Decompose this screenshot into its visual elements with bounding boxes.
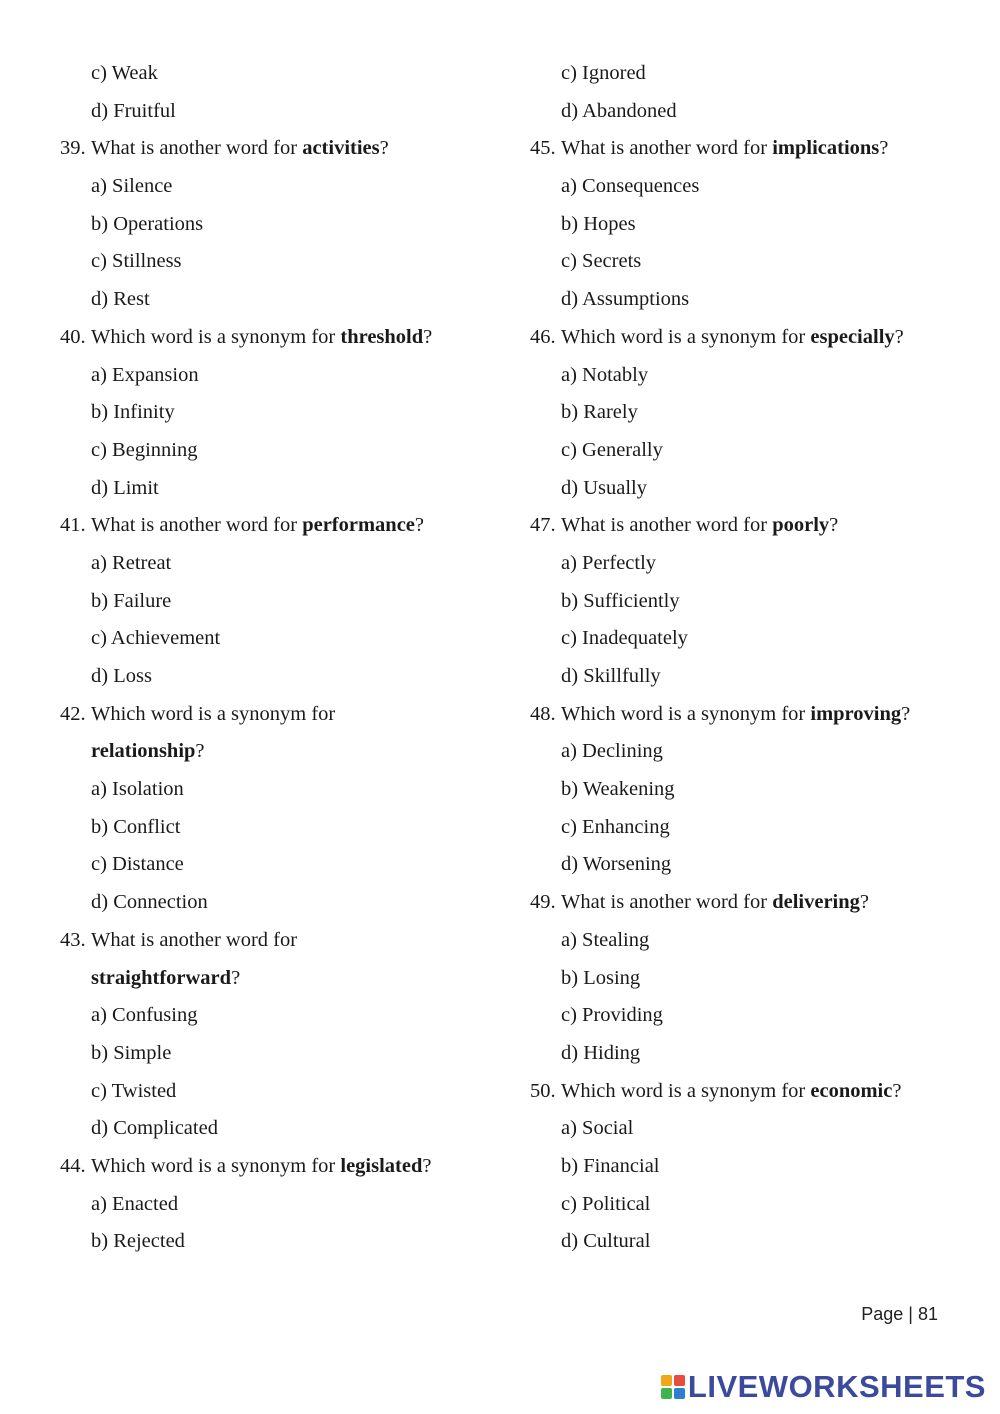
answer-option-text: a) Notably [561,363,649,386]
answer-option [60,545,500,583]
question-line [530,696,970,734]
answer-option [60,281,500,319]
answer-option-text: b) Losing [561,966,641,989]
answer-option [530,960,970,998]
keyword: especially [810,325,895,348]
logo-tile [674,1375,685,1386]
question-line [530,884,970,922]
answer-option [60,206,500,244]
keyword: threshold [340,325,424,348]
liveworksheets-logo-icon [661,1375,685,1399]
answer-option-text: b) Sufficiently [561,589,680,612]
answer-option-text: b) Conflict [91,815,181,838]
answer-option-text: c) Generally [561,438,663,461]
keyword: implications [772,137,880,160]
question-mark: ? [379,137,389,160]
question-mark: ? [195,740,205,763]
question-line [60,696,500,734]
answer-option [60,771,500,809]
answer-option [530,1186,970,1224]
answer-option-text: a) Stealing [561,928,650,951]
keyword: delivering [772,891,860,914]
question-number: 42. [60,702,86,725]
question-number: 46. [530,325,556,348]
question-number: 49. [530,891,556,914]
answer-option-text: c) Ignored [561,62,646,84]
answer-option-text: c) Political [561,1192,651,1215]
keyword: legislated [340,1154,423,1177]
answer-option-text: c) Providing [561,1004,663,1027]
keyword: performance [302,514,415,537]
answer-option-text: b) Rejected [91,1230,185,1253]
keyword: improving [810,702,902,725]
answer-option [60,93,500,131]
question-line [60,319,500,357]
answer-option [60,432,500,470]
answer-option [60,1110,500,1148]
answer-option-text: c) Stillness [91,250,182,273]
question-text: Which word is a synonym for [91,702,336,725]
question-number: 48. [530,702,556,725]
answer-option-text: d) Cultural [561,1230,651,1253]
question-continuation [60,960,500,998]
logo-tile [674,1388,685,1399]
answer-option-text: c) Weak [91,62,158,84]
right-column [530,55,970,1261]
question-mark: ? [901,702,911,725]
answer-option [530,771,970,809]
answer-option [60,168,500,206]
answer-option [60,470,500,508]
answer-option-text: c) Beginning [91,438,198,461]
answer-option-text: a) Social [561,1117,634,1140]
question-text: What is another word for [91,928,298,951]
answer-option [60,55,500,93]
question-mark: ? [231,966,241,989]
answer-option [60,620,500,658]
answer-option [530,470,970,508]
answer-option-text: a) Isolation [91,778,184,801]
answer-option [530,206,970,244]
answer-option [530,809,970,847]
answer-option-text: d) Skillfully [561,665,661,687]
question-number: 41. [60,514,86,537]
answer-option-text: a) Retreat [91,551,172,574]
answer-option-text: c) Secrets [561,250,642,273]
answer-option [530,1148,970,1186]
keyword: economic [810,1079,893,1102]
answer-option [60,846,500,884]
answer-option-text: a) Silence [91,175,173,198]
question-number: 40. [60,325,86,348]
question-text: Which word is a synonym for [91,1154,341,1177]
question-text: Which word is a synonym for [561,702,811,725]
answer-option [60,997,500,1035]
question-mark: ? [423,325,433,348]
answer-option-text: d) Connection [91,891,208,914]
answer-option-text: b) Weakening [561,778,675,801]
question-number: 50. [530,1079,556,1102]
question-number: 44. [60,1154,86,1177]
question-line [530,507,970,545]
answer-option-text: a) Enacted [91,1192,179,1215]
answer-option [530,394,970,432]
question-number: 47. [530,514,556,537]
answer-option [530,733,970,771]
answer-option [530,1223,970,1261]
question-mark: ? [879,137,889,160]
answer-option-text: c) Distance [91,853,184,876]
answer-option-text: d) Usually [561,476,647,499]
answer-option [60,658,500,696]
answer-option-text: b) Operations [91,212,204,235]
answer-option [60,583,500,621]
answer-option-text: d) Hiding [561,1041,641,1064]
answer-option [530,281,970,319]
question-text: What is another word for [561,137,773,160]
logo-tile [661,1388,672,1399]
question-text: Which word is a synonym for [561,1079,811,1102]
question-text: What is another word for [91,514,303,537]
answer-option [60,1035,500,1073]
answer-option-text: b) Infinity [91,401,175,424]
answer-option [530,168,970,206]
answer-option [60,1186,500,1224]
question-number: 39. [60,137,86,160]
answer-option-text: b) Financial [561,1154,660,1177]
answer-option [530,243,970,281]
question-line [60,507,500,545]
answer-option [530,93,970,131]
question-mark: ? [859,891,869,914]
brand-name: LIVEWORKSHEETS [687,1369,986,1404]
answer-option-text: b) Hopes [561,212,636,235]
answer-option-text: d) Complicated [91,1117,218,1140]
brand-watermark[interactable] [661,1371,986,1402]
question-text: Which word is a synonym for [91,325,341,348]
answer-option-text: c) Inadequately [561,627,688,650]
keyword: straightforward [91,966,232,989]
answer-option [530,1110,970,1148]
answer-option-text: d) Worsening [561,853,672,876]
question-line [530,130,970,168]
question-line [530,319,970,357]
question-number: 43. [60,928,86,951]
answer-option [530,1035,970,1073]
page-number: Page | 81 [861,1304,938,1324]
question-mark: ? [894,325,904,348]
question-mark: ? [829,514,839,537]
answer-option-text: b) Failure [91,589,172,612]
left-column [60,55,500,1261]
answer-option-text: c) Twisted [91,1079,177,1102]
answer-option-text: c) Achievement [91,627,221,650]
answer-option [530,997,970,1035]
answer-option-text: c) Enhancing [561,815,670,838]
answer-option [60,1073,500,1111]
answer-option-text: b) Simple [91,1041,172,1064]
answer-option [60,243,500,281]
answer-option [530,545,970,583]
answer-option [60,884,500,922]
question-text: What is another word for [91,137,303,160]
keyword: activities [302,137,380,160]
question-mark: ? [422,1154,432,1177]
question-line [60,1148,500,1186]
answer-option [530,55,970,93]
answer-option [60,1223,500,1261]
answer-option [530,583,970,621]
question-line [60,922,500,960]
answer-option [60,357,500,395]
answer-option [60,809,500,847]
question-mark: ? [892,1079,902,1102]
keyword: poorly [772,514,830,537]
answer-option [60,394,500,432]
question-line [530,1073,970,1111]
answer-option [530,432,970,470]
question-text: Which word is a synonym for [561,325,811,348]
answer-option-text: d) Rest [91,288,150,311]
answer-option-text: d) Fruitful [91,99,176,122]
answer-option [530,846,970,884]
answer-option-text: d) Limit [91,476,159,499]
question-text: What is another word for [561,514,773,537]
logo-tile [661,1375,672,1386]
answer-option [530,658,970,696]
answer-option-text: a) Declining [561,740,663,763]
question-continuation [60,733,500,771]
question-mark: ? [414,514,425,537]
answer-option-text: b) Rarely [561,401,638,424]
question-text: What is another word for [561,891,773,914]
answer-option-text: d) Loss [91,665,152,687]
answer-option-text: a) Consequences [561,175,700,198]
keyword: relationship [91,740,196,763]
answer-option-text: a) Confusing [91,1004,198,1027]
answer-option-text: d) Abandoned [561,99,677,122]
answer-option-text: d) Assumptions [561,288,690,311]
answer-option [530,922,970,960]
question-line [60,130,500,168]
answer-option-text: a) Expansion [91,363,199,386]
answer-option [530,620,970,658]
question-number: 45. [530,137,556,160]
answer-option [530,357,970,395]
answer-option-text: a) Perfectly [561,551,657,574]
